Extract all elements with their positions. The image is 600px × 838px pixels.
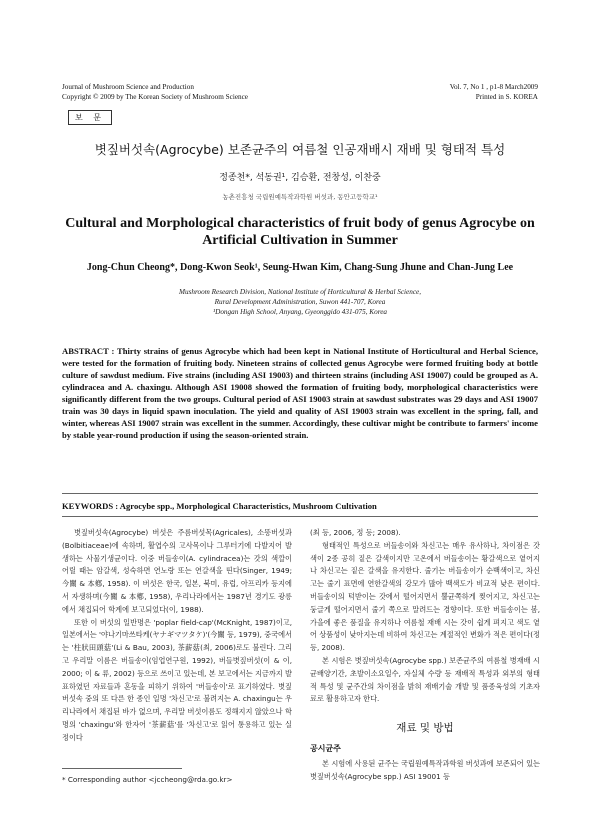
abstract: ABSTRACT : Thirty strains of genus Agrocybe which had been kept in National Institute of Horticultural and Herbal Science, were tested for the formation of fruiting body. Nineteen strains of collected genus Agrocybe were formed fruiting body at bottle culture of sawdust medium. Five strains (including ASI 19003) and thirteen strains (including ASI 19007) could be grouped as A. cylindracea and A. chaxingu. Although ASI 19008 showed the formation of fruiting body, morphological characteristics were significantly different from the two groups. Cultural period of ASI 19003 strain at sawdust substrates was 29 days and ASI 19007 train was 30 days in liquid spawn inoculation. The yield and quality of ASI 19003 strain was excellent in the spring, fall, and winter, whereas ASI 19007 strain was excellent in the summer. Accordingly, these cultivar might be contribute to farmers' income by stable year-round production if using the season-oriented strain.	[62, 346, 538, 440]
copyright-line: Copyright © 2009 by The Korean Society of Mushroom Science	[62, 93, 248, 101]
korean-authors: 정종천*, 석동권¹, 김승환, 전창성, 이찬중	[219, 173, 381, 183]
paragraph: 형태적인 특성으로 버들송이와 차신고는 매우 유사하나, 차이점은 갓 색이 2종 공히 짙은 갈색이지만 고온에서 버들송이는 황갈색으로 옅어지나 차신고는 짙은 갈색을 유지한다. 줄기는 버들송이가 순백색이고, 차신고는 줄기 표면에 연한갈색의 강모가 많아 백색도가 비교적 낮은 편이다. 버들송이의 턱받이는 갓에서 떨어지면서 뿔균쪽하게 찢어지고, 차신고는 둥글게 떨어지면서 줄기 쪽으로 말려드는 경향이다. 또한 버들송이는 봄, 가을에 좋은 품질을 유지하나 여름철 재배 시는 갓이 쉽게 펴지고 색도 옅어 상품성이 낮아지는데 비하여 차신고는 계절적인 변화가 적은 편이다(정 등, 2008).	[310, 540, 540, 653]
body-right-column	[310, 527, 540, 783]
keywords: KEYWORDS : Agrocybe spp., Morphological Characteristics, Mushroom Cultivation	[62, 501, 377, 511]
paragraph: 본 시험은 볏짚버섯속(Agrocybe spp.) 보존균주의 여름철 병재배 시 균배양기간, 초발이소요일수, 자실체 수량 등 재배적 특성과 외부의 형태적 특성 및 균주간의 차이점을 밝혀 재배기술 개발 및 품종육성의 기초자료로 활용하고자 한다.	[310, 655, 540, 704]
footnote-rule	[62, 768, 182, 769]
affiliation-line: Rural Development Administration, Suwon 441-707, Korea	[214, 298, 386, 306]
volume-line: Vol. 7, No 1 , p1-8 March2009	[449, 83, 538, 91]
korean-affiliation: 농촌진흥청 국립원예특작과학원 버섯과, 동안고등학교¹	[222, 193, 378, 201]
paragraph: 본 시험에 사용된 균주는 국립원예특작과학원 버섯과에 보존되어 있는 볏짚버섯속(Agrocybe spp.) ASI 19001 등	[310, 758, 540, 781]
affiliation-line: ¹Dongan High School, Anyang, Gyeonggido 431-075, Korea	[212, 308, 388, 316]
affiliation-line: Mushroom Research Division, National Institute of Horticultural & Herbal Science,	[178, 288, 422, 296]
printed-line: Printed in S. KOREA	[475, 93, 538, 101]
keywords-top-rule	[62, 493, 538, 494]
paragraph: 볏짚버섯속(Agrocybe) 버섯은 주름버섯목(Agricales), 소똥버섯과(Bolbitiaceae)에 속하며, 활엽수의 고사목이나 그루터기에 다발지어 발생하는 사물기생균이다. 이중 버들송이(A. cylindracea)는 갓의 색깔이 어릴 때는 암갈색, 성숙하면 연노랑 또는 연갈색을 띤다(Singer, 1949; 今關 & 本鄕, 1958). 이 버섯은 한국, 일본, 북미, 유럽, 아프리카 등지에서 자생하며(今關 & 本鄕, 1958), 우리나라에서는 1987년 경기도 광릉에서 채집되어 학계에 보고되었다(이, 1988).	[62, 528, 292, 614]
subsection-heading: 공시균주	[310, 743, 341, 753]
english-authors: Jong-Chun Cheong*, Dong-Kwon Seok¹, Seung-Hwan Kim, Chang-Sung Jhune and Chan-Jung Lee	[86, 262, 514, 273]
keywords-bottom-rule	[62, 516, 538, 517]
paragraph: 또한 이 버섯의 일반명은 'poplar field-cap'(McKnight, 1987)이고, 일본에서는 '야나기마쓰타케(ヤナギマツタケ)'(今關 등, 1979), 중국에서는 '柱狀田頭菇'(Li & Bau, 2003), 茶薪菇(최, 2006)로도 불린다. 그리고 우리말 이름은 버들송이(임업연구원, 1992), 버들볏짚버섯(이 & 이, 2000; 이 & 류, 2002) 등으로 쓰이고 있는데, 본 보고에서는 지금까지 발표하였던 자료들과 혼동을 피하기 위하여 '버들송이'로 표기하였다. 볏짚버섯속 중의 또 다른 한 종인 일명 '차신고'로 불려지는 A. chaxingu는 우리나라에서 채집된 바가 없으며, 우리말 버섯이름도 정해지지 않았으나 학명의 'chaxingu'와 한자어 '茶薪菇'를 '차신고'로 읽어 통용하고 있는 실정이다	[62, 617, 292, 742]
english-title: Cultural and Morphological characteristics of fruit body of genus Agrocybe on Artificial Cultivation in Summer	[65, 216, 535, 248]
journal-name: Journal of Mushroom Science and Production	[62, 83, 194, 91]
article-type-badge: 보 문	[68, 110, 112, 125]
korean-title: 볏짚버섯속(Agrocybe) 보존균주의 여름철 인공재배시 재배 및 형태적 특성	[94, 142, 506, 157]
english-affiliation	[0, 287, 600, 317]
section-heading: 재료 및 방법	[396, 722, 454, 735]
paragraph: (최 등, 2006, 정 등; 2008).	[310, 528, 401, 537]
journal-header-right	[450, 82, 538, 102]
body-left-column	[62, 527, 292, 745]
journal-header-left	[62, 82, 248, 102]
footnote: * Corresponding author <jccheong@rda.go.kr>	[62, 775, 233, 784]
